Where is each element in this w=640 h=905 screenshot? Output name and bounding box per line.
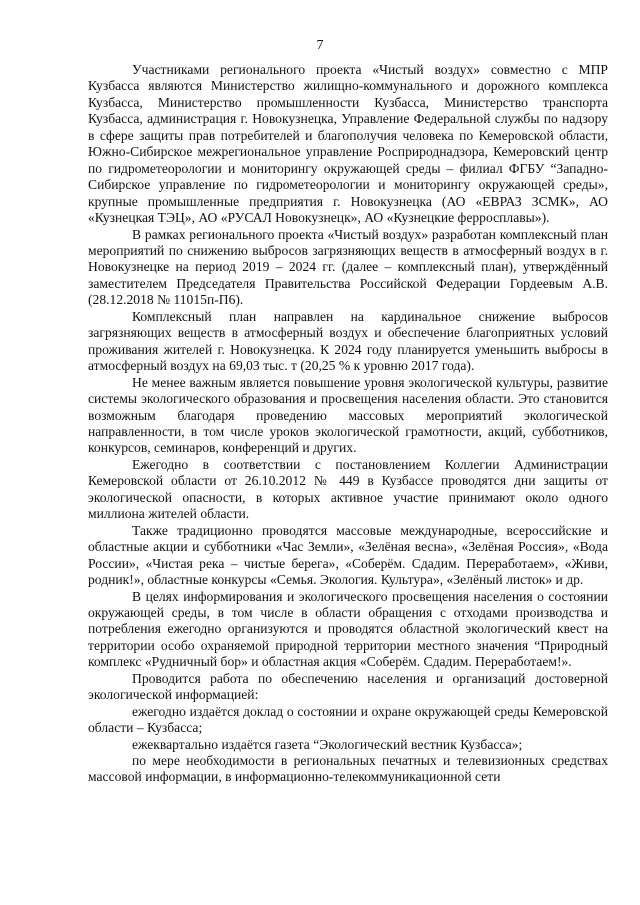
list-item-annual-report: ежегодно издаётся доклад о состоянии и охране окружающей среды Кемеровской области – Кузбасса; [88,703,608,736]
paragraph-comprehensive-plan: В рамках регионального проекта «Чистый воздух» разработан комплексный план мероприятий по снижению выбросов загрязняющих веществ в атмосферный воздух в г. Новокузнецке на период 2019 – 2024 гг. (далее – комплексный план), утверждённый заместителем Председателя Правительства Российской Федерации Гордеевым А.В. (28.12.2018 № 11015п-П6). [88,226,608,308]
page-number: 7 [316,38,324,53]
paragraph-plan-goal: Комплексный план направлен на кардинальное снижение выбросов загрязняющих веществ в атмосферный воздух и обеспечение благоприятных условий проживания жителей г. Новокузнецка. К 2024 году планируется уменьшить выбросы в атмосферный воздух на 69,03 тыс. т (20,25 % к уровню 2017 года). [88,308,608,374]
paragraph-participants: Участниками регионального проекта «Чистый воздух» совместно с МПР Кузбасса являются Министерство жилищно-коммунального и дорожного комплекса Кузбасса, Министерство промышленности Кузбасса, Министерство транспорта Кузбасса, администрация г. Новокузнецка, Управление Федеральной службы по надзору в сфере защиты прав потребителей и благополучия человека по Кемеровской области, Южно-Сибирское межрегиональное управление Росприроднадзора, Кемеровский центр по гидрометеорологии и мониторингу окружающей среды – филиал ФГБУ “Западно-Сибирское управление по гидрометеорологии и мониторингу окружающей среды», крупные промышленные предприятия г. Новокузнецка (АО «ЕВРАЗ ЗСМК», АО «Кузнецкая ТЭЦ», АО «РУСАЛ Новокузнецк», АО «Кузнецкие ферросплавы»). [88,62,608,226]
paragraph-campaigns: Также традиционно проводятся массовые международные, всероссийские и областные акции и субботники «Час Земли», «Зелёная весна», «Зелёная Россия», «Вода России», «Чистая река – чистые берега», «Соберём. Сдадим. Переработаем», «Живи, родник!», областные конкурсы «Семья. Экология. Культура», «Зелёный листок» и др. [88,522,608,588]
document-body [88,62,608,786]
paragraph-information-work: Проводится работа по обеспечению населения и организаций достоверной экологической информацией: [88,670,608,703]
list-item-media: по мере необходимости в региональных печатных и телевизионных средствах массовой информации, в информационно-телекоммуникационной сети [88,753,608,785]
paragraph-ecological-culture: Не менее важным является повышение уровня экологической культуры, развитие системы экологического образования и просвещения населения области. Это становится возможным благодаря проведению массовых мероприятий экологической направленности, в том числе уроков экологической грамотности, акций, субботников, конкурсов, семинаров, конференций и других. [88,374,608,456]
list-item-newspaper: ежеквартально издаётся газета “Экологический вестник Кузбасса»; [132,736,523,752]
paragraph-eco-quest: В целях информирования и экологического просвещения населения о состоянии окружающей среды, в том числе в области обращения с отходами производства и потребления ежегодно организуются и проводятся областной экологический квест на территории особо охраняемой природной территории местного значения “Природный комплекс «Рудничный бор» и областная акция «Соберём. Сдадим. Переработаем!». [88,588,608,670]
paragraph-protection-days: Ежегодно в соответствии с постановлением Коллегии Администрации Кемеровской области от 26.10.2012 № 449 в Кузбассе проводятся дни защиты от экологической опасности, в которых активное участие принимают около одного миллиона жителей области. [88,456,608,522]
